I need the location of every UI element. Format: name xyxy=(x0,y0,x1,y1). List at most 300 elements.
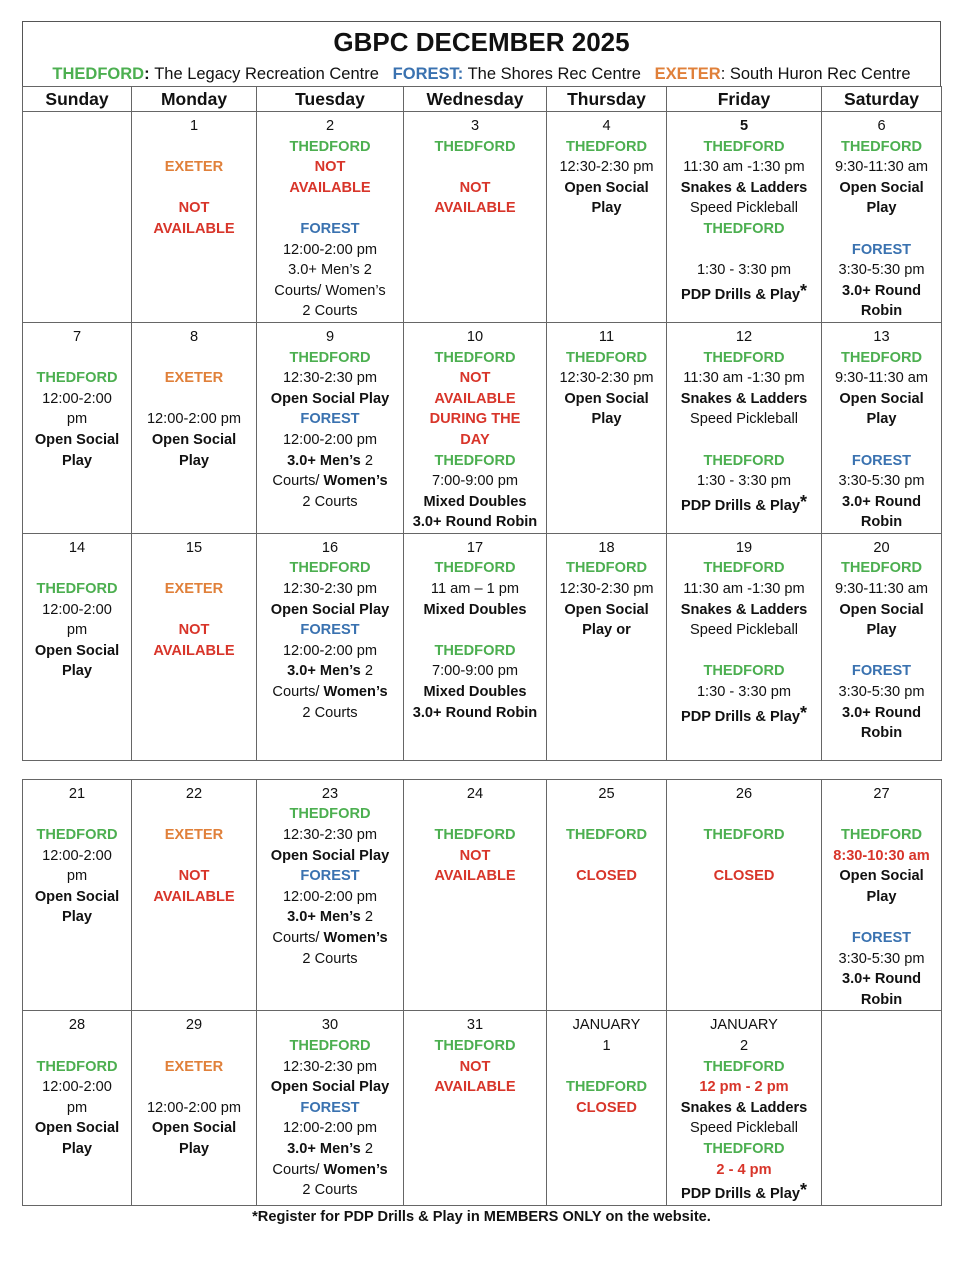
event-title: 3.0+ Round Robin xyxy=(412,704,538,721)
event-title: Open Social xyxy=(839,390,924,407)
event-title: Open Social xyxy=(34,642,120,659)
event-detail-part: 2 xyxy=(364,909,373,926)
day-cell xyxy=(667,1011,822,1206)
status-text: AVAILABLE xyxy=(153,888,235,905)
status-text: AVAILABLE xyxy=(289,179,371,196)
location-thedford: THEDFORD xyxy=(703,1140,785,1157)
spacer xyxy=(667,804,821,825)
location-thedford: THEDFORD xyxy=(434,827,516,844)
event-detail: 12:00-2:00 pm xyxy=(146,1099,242,1116)
event-title: 3.0+ Round xyxy=(841,282,922,299)
week-row xyxy=(23,112,942,323)
day-number: 22 xyxy=(185,785,203,802)
event-detail: 12:30-2:30 pm xyxy=(282,827,378,844)
event-title: Open Social Play xyxy=(270,847,390,864)
event-detail xyxy=(257,928,403,949)
status-text: 8:30-10:30 am xyxy=(833,847,930,864)
event-title: Play xyxy=(591,411,622,428)
event-title: Mixed Doubles xyxy=(423,684,527,701)
asterisk-marker: * xyxy=(799,702,807,723)
day-cell xyxy=(23,112,132,323)
spacer xyxy=(23,348,131,369)
day-number: 4 xyxy=(602,118,611,134)
event-detail: 11:30 am -1:30 pm xyxy=(683,370,805,387)
day-cell xyxy=(822,533,942,760)
page-break-spacer xyxy=(23,760,942,779)
event-detail-part: 3.0+ Men’s xyxy=(287,663,361,680)
location-thedford: THEDFORD xyxy=(703,663,785,680)
event-label: PDP Drills & Play xyxy=(681,286,800,303)
day-number: 24 xyxy=(466,785,484,802)
event-title: Mixed Doubles xyxy=(423,601,527,618)
location-forest: FOREST xyxy=(851,452,912,469)
event-title: Play xyxy=(178,1140,210,1157)
spacer xyxy=(132,348,256,369)
event-detail-part: Courts/ xyxy=(272,473,324,490)
status-text: NOT xyxy=(178,622,210,639)
day-number: 9 xyxy=(325,328,335,345)
legend-forest-place: The Shores Rec Centre xyxy=(467,65,641,83)
day-number: 14 xyxy=(68,539,86,556)
event-detail xyxy=(257,451,403,472)
day-cell xyxy=(667,112,822,323)
day-number: 23 xyxy=(321,785,339,802)
status-text: CLOSED xyxy=(713,868,775,885)
location-thedford: THEDFORD xyxy=(840,138,923,155)
event-detail: 12:00-2:00 xyxy=(42,390,112,407)
spacer xyxy=(132,804,256,825)
event-title: Play xyxy=(866,622,897,639)
location-legend xyxy=(23,62,940,86)
event-detail: 2 Courts xyxy=(302,493,358,510)
spacer xyxy=(404,157,546,178)
event-title: 3.0+ Round xyxy=(841,493,922,510)
event-detail-part: 3.0+ Men’s xyxy=(287,909,361,926)
location-thedford: THEDFORD xyxy=(36,581,118,598)
event-title: Robin xyxy=(860,991,903,1008)
status-text: NOT xyxy=(459,179,491,196)
spacer xyxy=(132,178,256,199)
day-number: JANUARY xyxy=(710,1017,778,1034)
spacer xyxy=(23,558,131,579)
legend-forest xyxy=(393,65,646,83)
spacer xyxy=(667,430,821,451)
day-number: 16 xyxy=(321,539,339,556)
spacer xyxy=(547,846,666,867)
status-text: AVAILABLE xyxy=(434,390,516,407)
event-detail: 1:30 - 3:30 pm xyxy=(696,473,792,490)
status-text: AVAILABLE xyxy=(153,220,235,237)
status-text: NOT xyxy=(459,1058,491,1075)
spacer xyxy=(132,1077,256,1098)
location-thedford: THEDFORD xyxy=(434,1038,516,1054)
week-row xyxy=(23,779,942,1011)
day-cell xyxy=(547,1011,667,1206)
day-cell xyxy=(547,779,667,1011)
event-detail: 12:00-2:00 xyxy=(42,601,112,618)
event-detail: 1:30 - 3:30 pm xyxy=(696,262,792,279)
event-detail: 11 am – 1 pm xyxy=(430,581,520,598)
event-detail-part: 3.0+ Men’s xyxy=(287,1140,361,1157)
location-exeter: EXETER xyxy=(164,159,224,176)
event-pdp-drills xyxy=(667,1180,821,1205)
event-title: Open Social xyxy=(839,179,924,196)
day-cell xyxy=(257,322,404,533)
event-detail xyxy=(257,1139,403,1160)
day-cell xyxy=(404,322,547,533)
event-detail-part: Women’s xyxy=(323,473,388,490)
event-pdp-drills xyxy=(667,703,821,728)
location-thedford: THEDFORD xyxy=(703,827,785,844)
day-cell xyxy=(132,779,257,1011)
event-detail xyxy=(257,907,403,928)
day-number: 19 xyxy=(735,539,753,556)
event-label: PDP Drills & Play xyxy=(681,708,800,725)
calendar-body xyxy=(23,112,942,1206)
spacer xyxy=(822,804,941,825)
event-detail: 11:30 am -1:30 pm xyxy=(683,159,805,176)
location-thedford: THEDFORD xyxy=(703,349,785,366)
calendar-grid xyxy=(22,86,942,1206)
legend-forest-label: FOREST: xyxy=(392,65,464,83)
day-cell xyxy=(23,779,132,1011)
event-detail: pm xyxy=(66,1099,88,1116)
event-title: Open Social xyxy=(564,601,649,618)
status-text: NOT xyxy=(178,868,210,885)
event-detail: 9:30-11:30 am xyxy=(834,581,929,598)
event-title: Play xyxy=(866,888,897,905)
status-text: DURING THE xyxy=(429,411,521,428)
location-thedford: THEDFORD xyxy=(565,827,648,844)
spacer xyxy=(132,600,256,621)
event-title: Open Social xyxy=(839,868,924,885)
weekday-friday: Friday xyxy=(667,87,822,112)
day-cell xyxy=(404,112,547,323)
spacer xyxy=(404,804,546,825)
event-detail: 12:00-2:00 xyxy=(42,1079,112,1096)
location-thedford: THEDFORD xyxy=(289,1038,371,1054)
day-number: 2 xyxy=(739,1038,749,1054)
event-detail: Speed Pickleball xyxy=(690,411,798,428)
location-thedford: THEDFORD xyxy=(703,1058,785,1075)
status-text: 12 pm - 2 pm xyxy=(699,1079,789,1096)
page-title: GBPC DECEMBER 2025 xyxy=(333,27,630,57)
status-text: AVAILABLE xyxy=(434,200,516,217)
legend-thedford-place: The Legacy Recreation Centre xyxy=(154,65,379,83)
day-cell xyxy=(257,112,404,323)
event-detail: 9:30-11:30 am xyxy=(834,370,929,387)
day-cell xyxy=(132,533,257,760)
event-title: Play xyxy=(61,909,93,926)
location-thedford: THEDFORD xyxy=(840,560,923,577)
event-title: Robin xyxy=(860,725,903,742)
event-detail: Courts/ Women’s xyxy=(274,282,386,299)
day-number: 17 xyxy=(466,539,484,556)
event-detail-part: Courts/ xyxy=(272,1161,324,1178)
page-break-gap xyxy=(23,760,942,779)
weekday-thursday: Thursday xyxy=(547,87,667,112)
day-cell xyxy=(667,779,822,1011)
day-number: 1 xyxy=(189,118,199,134)
event-detail: 3:30-5:30 pm xyxy=(838,950,925,967)
legend-exeter-place: South Huron Rec Centre xyxy=(729,65,911,83)
event-detail: 3.0+ Men’s 2 xyxy=(288,262,372,279)
status-text: AVAILABLE xyxy=(153,642,235,659)
location-forest: FOREST xyxy=(300,411,360,428)
status-text: AVAILABLE xyxy=(434,1079,516,1096)
location-thedford: THEDFORD xyxy=(434,452,516,469)
event-title: 3.0+ Round xyxy=(841,704,922,721)
location-thedford: THEDFORD xyxy=(840,349,923,366)
status-text: CLOSED xyxy=(576,1099,637,1116)
location-exeter: EXETER xyxy=(164,370,224,387)
event-title: Play xyxy=(61,1140,93,1157)
event-pdp-drills xyxy=(667,492,821,517)
event-detail: pm xyxy=(66,868,88,885)
day-cell xyxy=(547,322,667,533)
location-exeter: EXETER xyxy=(164,581,224,598)
event-detail xyxy=(257,1160,403,1181)
event-title: Play xyxy=(866,411,897,428)
status-text: AVAILABLE xyxy=(434,868,516,885)
week-row xyxy=(23,322,942,533)
day-cell xyxy=(667,322,822,533)
day-number: 27 xyxy=(873,785,890,802)
event-title: Robin xyxy=(860,303,903,320)
status-text: NOT xyxy=(459,847,491,864)
event-title: Play xyxy=(61,663,93,680)
day-number: 30 xyxy=(321,1017,339,1034)
day-number: 6 xyxy=(877,118,886,134)
event-detail xyxy=(257,471,403,492)
legend-exeter-sep: : xyxy=(720,65,730,83)
event-title: Play xyxy=(866,200,897,217)
location-forest: FOREST xyxy=(300,868,360,885)
footnote: *Register for PDP Drills & Play in MEMBERS ONLY on the website. xyxy=(252,1209,711,1226)
day-cell xyxy=(667,533,822,760)
location-forest: FOREST xyxy=(300,1099,360,1116)
day-number: 21 xyxy=(68,785,86,802)
location-thedford: THEDFORD xyxy=(565,560,648,577)
event-detail: 3:30-5:30 pm xyxy=(838,262,925,279)
status-text: CLOSED xyxy=(576,868,637,885)
location-thedford: THEDFORD xyxy=(434,560,516,577)
day-cell xyxy=(23,1011,132,1206)
day-number: 8 xyxy=(189,328,199,345)
event-title: Robin xyxy=(860,514,903,531)
spacer xyxy=(23,804,131,825)
location-exeter: EXETER xyxy=(164,1058,224,1075)
status-text: DAY xyxy=(460,431,490,448)
day-number: 3 xyxy=(470,118,480,134)
event-detail-part: Courts/ xyxy=(272,930,324,947)
spacer xyxy=(822,907,941,928)
event-detail: 12:00-2:00 pm xyxy=(146,411,242,428)
day-number: 13 xyxy=(873,328,890,345)
day-number: 12 xyxy=(735,328,753,345)
calendar-page xyxy=(22,21,941,1225)
event-detail xyxy=(257,682,403,703)
spacer xyxy=(23,1036,131,1057)
location-thedford: THEDFORD xyxy=(840,827,923,844)
asterisk-marker: * xyxy=(799,491,807,512)
event-detail: Speed Pickleball xyxy=(690,200,798,217)
spacer xyxy=(822,430,941,451)
location-forest: FOREST xyxy=(851,930,912,947)
day-number: 15 xyxy=(185,539,203,556)
spacer xyxy=(132,558,256,579)
day-number: 10 xyxy=(466,328,484,345)
location-exeter: EXETER xyxy=(164,827,224,844)
event-title: Open Social xyxy=(151,431,237,448)
event-detail: 2 Courts xyxy=(302,704,358,721)
asterisk-marker: * xyxy=(799,1180,807,1201)
event-label: PDP Drills & Play xyxy=(681,1186,800,1203)
event-title: Snakes & Ladders xyxy=(680,1099,808,1116)
legend-thedford xyxy=(52,65,383,83)
location-thedford: THEDFORD xyxy=(434,642,516,659)
event-detail xyxy=(257,661,403,682)
day-cell xyxy=(132,1011,257,1206)
event-detail-part: 2 xyxy=(364,663,373,680)
location-forest: FOREST xyxy=(851,241,912,258)
day-cell xyxy=(404,1011,547,1206)
location-forest: FOREST xyxy=(851,663,912,680)
event-title: Open Social xyxy=(839,601,924,618)
location-thedford: THEDFORD xyxy=(703,560,785,577)
day-cell xyxy=(23,533,132,760)
day-cell xyxy=(132,322,257,533)
day-number: JANUARY xyxy=(572,1017,641,1034)
spacer xyxy=(132,137,256,158)
day-number: 18 xyxy=(598,539,615,556)
weekday-sunday: Sunday xyxy=(23,87,132,112)
event-detail: 7:00-9:00 pm xyxy=(432,663,518,680)
day-cell xyxy=(404,533,547,760)
event-detail: 7:00-9:00 pm xyxy=(432,473,518,490)
event-detail-part: Women’s xyxy=(323,930,388,947)
event-detail: 3:30-5:30 pm xyxy=(838,473,925,490)
location-thedford: THEDFORD xyxy=(703,452,785,469)
event-detail: 12:00-2:00 pm xyxy=(282,241,378,258)
event-title: Snakes & Ladders xyxy=(680,179,808,196)
legend-exeter-label: EXETER xyxy=(654,65,721,83)
event-detail: 1:30 - 3:30 pm xyxy=(696,684,792,701)
location-forest: FOREST xyxy=(300,220,360,237)
location-thedford: THEDFORD xyxy=(289,560,371,577)
event-title: Open Social xyxy=(34,431,120,448)
event-title: Play xyxy=(591,200,622,217)
week-row xyxy=(23,1011,942,1206)
status-text: NOT xyxy=(459,370,491,387)
location-thedford: THEDFORD xyxy=(289,806,371,823)
event-detail: 12:30-2:30 pm xyxy=(282,1058,378,1075)
event-detail: 9:30-11:30 am xyxy=(834,159,929,176)
location-thedford: THEDFORD xyxy=(434,138,516,155)
event-title: Open Social xyxy=(564,390,649,407)
event-detail: 12:00-2:00 pm xyxy=(282,642,378,659)
day-cell xyxy=(23,322,132,533)
day-cell xyxy=(822,112,942,323)
event-title: Open Social xyxy=(34,888,120,905)
event-detail: 2 Courts xyxy=(302,303,358,320)
event-detail: 12:00-2:00 pm xyxy=(282,431,378,448)
event-title: Open Social xyxy=(34,1120,120,1137)
event-title: 3.0+ Round xyxy=(841,971,922,988)
day-cell xyxy=(822,322,942,533)
event-title: Snakes & Ladders xyxy=(680,601,808,618)
day-number: 20 xyxy=(873,539,890,556)
event-title: Open Social xyxy=(151,1120,237,1137)
day-cell xyxy=(257,779,404,1011)
event-title: Play xyxy=(178,452,210,469)
spacer xyxy=(547,1057,666,1078)
event-label: PDP Drills & Play xyxy=(681,497,800,514)
day-number: 29 xyxy=(185,1017,203,1034)
event-detail-part: 3.0+ Men’s xyxy=(287,452,361,469)
day-number: 26 xyxy=(735,785,753,802)
event-detail: Speed Pickleball xyxy=(690,1120,798,1137)
location-forest: FOREST xyxy=(300,622,360,639)
day-cell xyxy=(547,112,667,323)
event-detail: 12:30-2:30 pm xyxy=(282,370,378,387)
event-detail: 2 Courts xyxy=(302,1182,358,1199)
spacer xyxy=(667,240,821,261)
weekday-header-row xyxy=(23,87,942,112)
legend-thedford-sep: : xyxy=(144,65,155,83)
day-cell xyxy=(822,779,942,1011)
event-detail-part: 2 xyxy=(364,452,373,469)
event-detail: pm xyxy=(66,622,88,639)
spacer xyxy=(132,846,256,867)
location-thedford: THEDFORD xyxy=(565,349,648,366)
event-detail: 12:30-2:30 pm xyxy=(559,159,654,176)
weekday-wednesday: Wednesday xyxy=(404,87,547,112)
day-cell xyxy=(132,112,257,323)
day-number: 25 xyxy=(598,785,615,802)
event-detail: 12:00-2:00 pm xyxy=(282,888,378,905)
event-detail: pm xyxy=(66,411,88,428)
spacer xyxy=(822,641,941,662)
event-title: Open Social Play xyxy=(270,390,390,407)
week-row xyxy=(23,533,942,760)
status-text: NOT xyxy=(178,200,210,217)
event-detail: Speed Pickleball xyxy=(690,622,798,639)
day-cell xyxy=(404,779,547,1011)
day-number: 1 xyxy=(602,1038,611,1054)
location-thedford: THEDFORD xyxy=(565,1079,648,1096)
spacer xyxy=(257,198,403,219)
legend-thedford-label: THEDFORD xyxy=(52,65,145,83)
weekday-monday: Monday xyxy=(132,87,257,112)
weekday-saturday: Saturday xyxy=(822,87,942,112)
event-detail: 12:30-2:30 pm xyxy=(559,581,654,598)
event-detail: 12:00-2:00 pm xyxy=(282,1120,378,1137)
event-title: 3.0+ Round Robin xyxy=(412,514,538,531)
day-cell xyxy=(257,533,404,760)
spacer xyxy=(667,641,821,662)
status-text: 2 - 4 pm xyxy=(716,1161,772,1178)
location-thedford: THEDFORD xyxy=(565,138,648,155)
event-detail: 11:30 am -1:30 pm xyxy=(683,581,805,598)
event-title: Open Social xyxy=(564,179,649,196)
event-detail: 12:30-2:30 pm xyxy=(282,581,378,598)
event-title: Snakes & Ladders xyxy=(680,390,808,407)
day-number: 2 xyxy=(325,118,335,134)
event-detail: 12:30-2:30 pm xyxy=(559,370,654,387)
event-pdp-drills xyxy=(667,281,821,306)
day-cell xyxy=(257,1011,404,1206)
